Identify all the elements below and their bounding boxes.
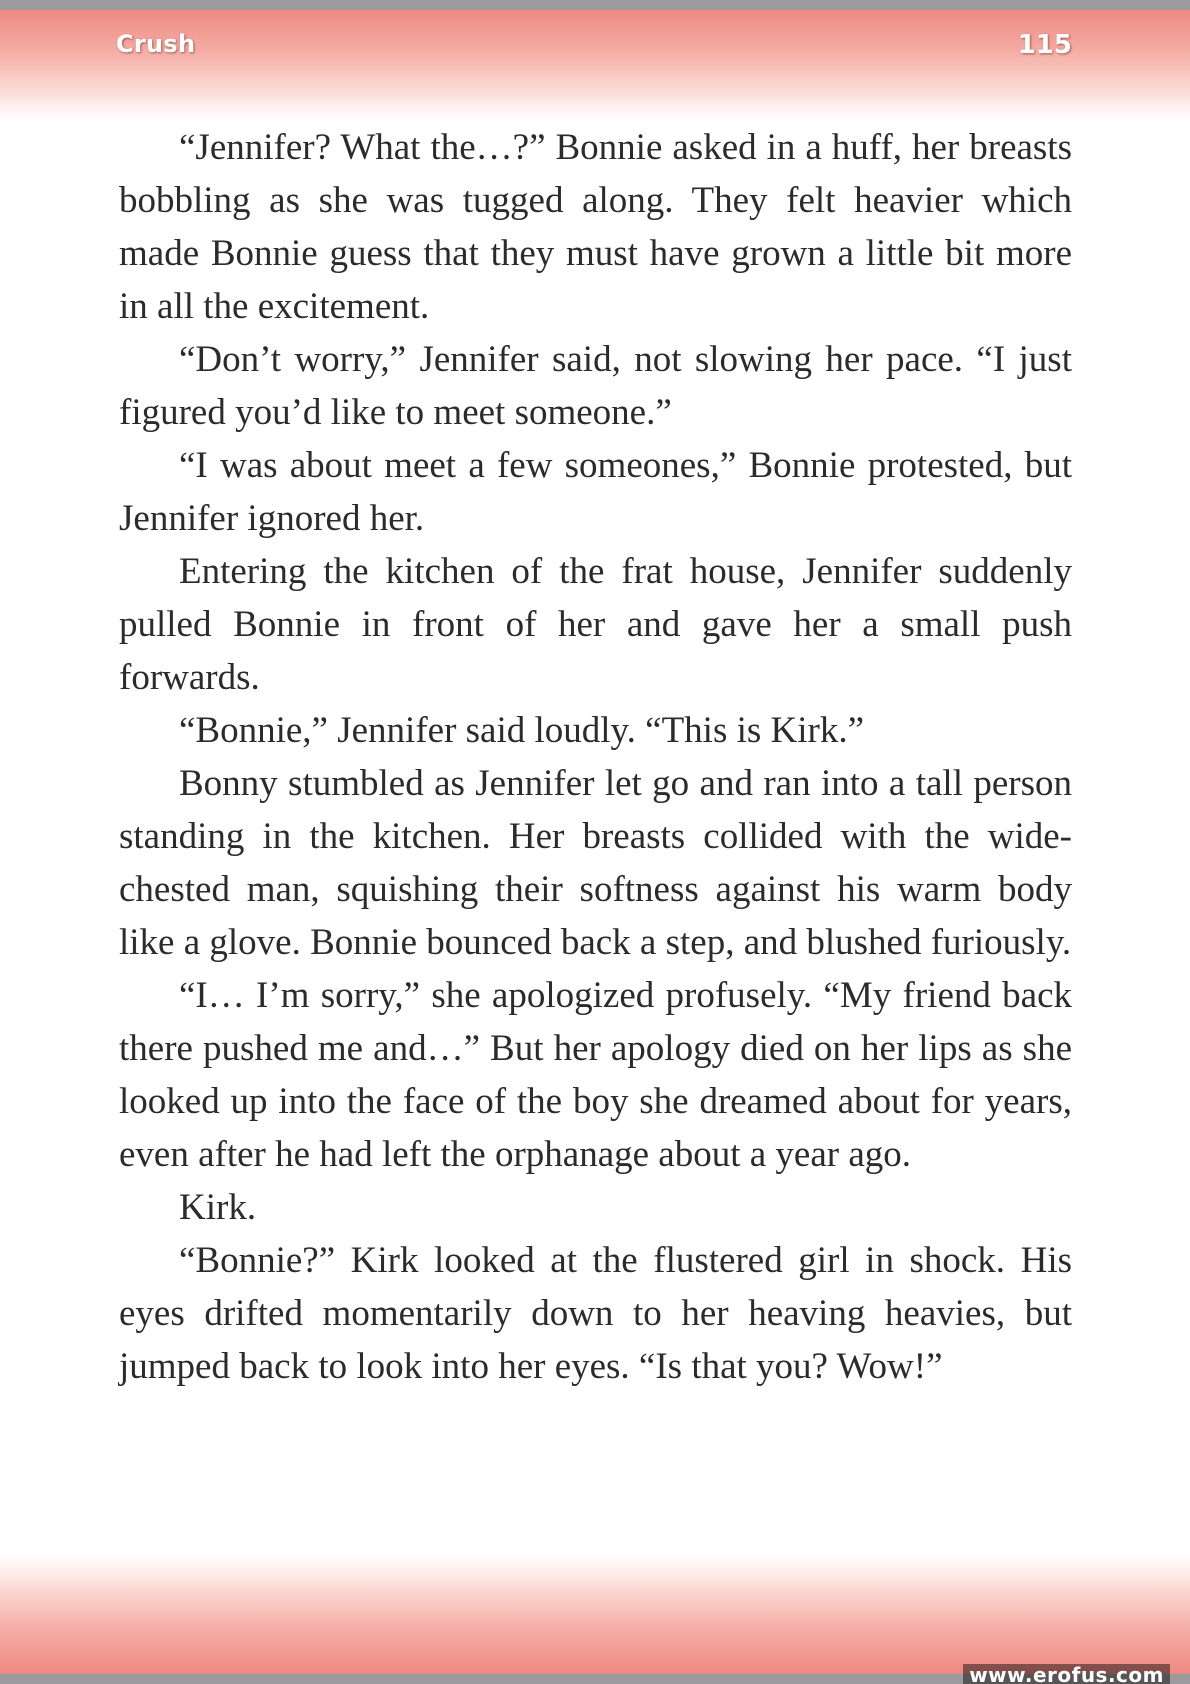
paragraph: “I… I’m sorry,” she apologized profusely. “My friend back there pushed me and…” But her apology died on her lips as she looked up into the face of the boy she dreamed about for years, even after he had left the orphanage about a year ago.	[119, 975, 1072, 1175]
watermark[interactable]: www.erofus.com	[963, 1664, 1170, 1684]
body-text	[119, 121, 1072, 1393]
paragraph: Entering the kitchen of the frat house, Jennifer suddenly pulled Bonnie in front of her and gave her a small push forwards.	[119, 551, 1072, 698]
running-title: Crush	[116, 30, 196, 58]
header-band	[0, 10, 1190, 120]
paragraph: Bonny stumbled as Jennifer let go and ran into a tall person standing in the kitchen. Her breasts collided with the wide-chested man, squishing their softness against his warm body like a glove. Bonnie bounced back a step, and blushed furiously.	[119, 763, 1072, 963]
page-number: 115	[1017, 30, 1072, 60]
paragraph: “Bonnie,” Jennifer said loudly. “This is Kirk.”	[179, 710, 865, 751]
top-border-bar	[0, 0, 1190, 10]
paragraph: “Don’t worry,” Jennifer said, not slowing her pace. “I just figured you’d like to meet someone.”	[119, 339, 1072, 433]
paragraph: “I was about meet a few someones,” Bonnie protested, but Jennifer ignored her.	[119, 445, 1072, 539]
footer-band	[0, 1556, 1190, 1674]
paragraph: “Bonnie?” Kirk looked at the flustered girl in shock. His eyes drifted momentarily down to her heaving heavies, but jumped back to look into her eyes. “Is that you? Wow!”	[119, 1240, 1072, 1387]
paragraph: Kirk.	[179, 1187, 257, 1228]
paragraph: “Jennifer? What the…?” Bonnie asked in a huff, her breasts bobbling as she was tugged along. They felt heavier which made Bonnie guess that they must have grown a little bit more in all the excitement.	[119, 127, 1072, 327]
